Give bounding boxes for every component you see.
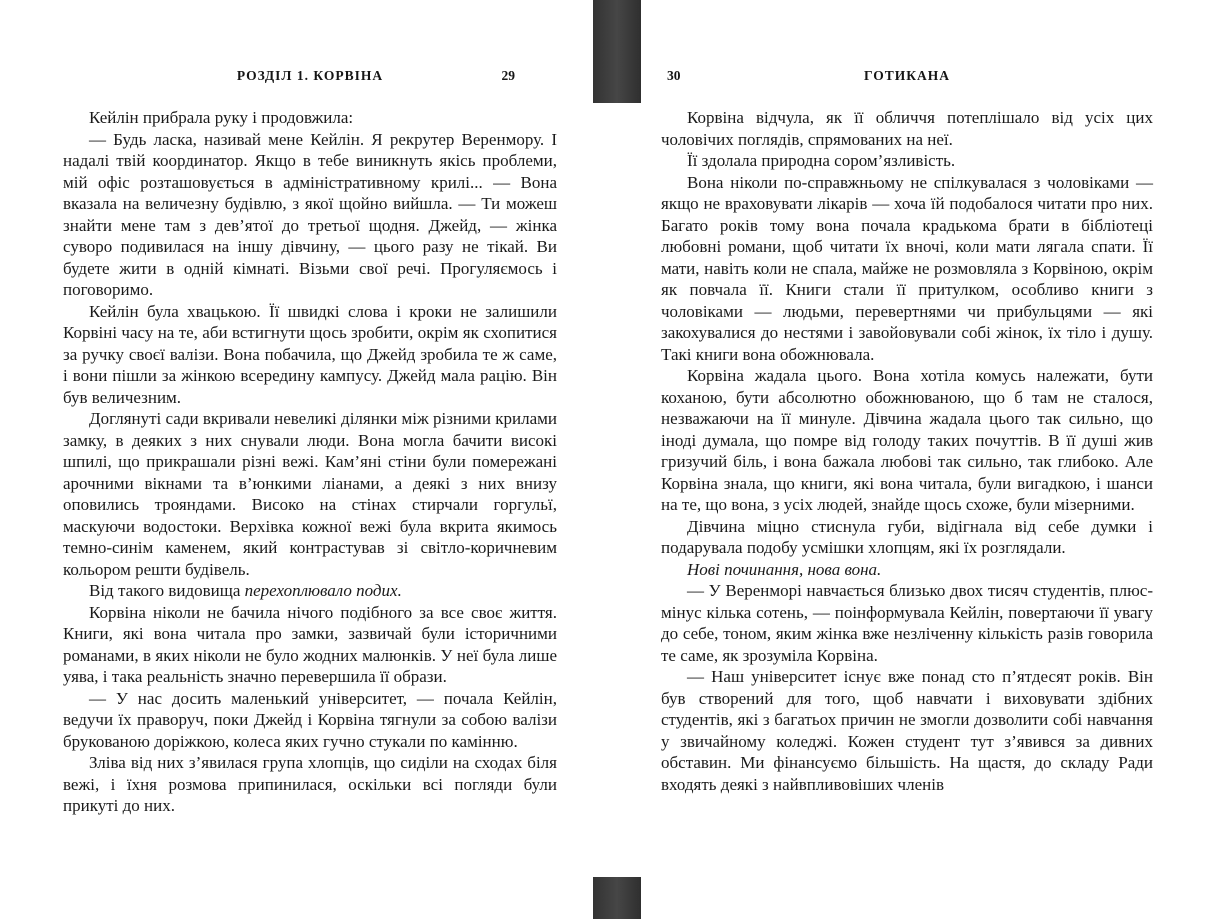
text-run: Від такого видовища <box>89 581 245 600</box>
paragraph: — У Веренморі навчається близько двох тисяч студентів, плюс-мінус кілька сотень, — поінформувала Кейлін, повертаючи її увагу до себе, тоном, яким жінка вже незліченну кількість разів говорила те саме, як зрозуміла Корвіна. <box>661 581 1153 665</box>
right-page-header <box>661 68 1153 88</box>
page-gutter-shadow-bottom <box>593 877 641 919</box>
left-page-header <box>63 68 557 88</box>
text-run-italic: Нові починання, нова вона. <box>687 559 882 579</box>
paragraph: — Будь ласка, називай мене Кейлін. Я рекрутер Веренмору. І надалі твій координатор. Якщо в тебе виникнуть якісь проблеми, мій офіс розташовується в адміністративному крилі... — Вона вказала на величезну будівлю, з якої щойно вийшла. — Ти можеш знайти мене там з дев’ятої до третьої щодня. Джейд, — жінка суворо подивилася на іншу дівчину, — цього разу не тікай. Ви будете жити в одній кімнаті. Візьми свої речі. Прогуляємось і поговоримо. <box>63 129 557 299</box>
right-page <box>661 0 1153 919</box>
paragraph: Кейлін була хвацькою. Її швидкі слова і кроки не залишили Корвіні часу на те, аби встигнути щось зробити, окрім як схопитися за ручку своєї валізи. Вона побачила, що Джейд зробила те ж саме, і вони пішли за жінкою всередину кампусу. Джейд мала рацію. Він був величезним. <box>63 301 557 407</box>
left-page-number: 29 <box>501 68 515 83</box>
right-page-body <box>661 107 1153 795</box>
paragraph: Її здолала природна сором’язливість. <box>687 151 956 170</box>
paragraph: Зліва від них з’явилася група хлопців, що сиділи на сходах біля вежі, і їхня розмова припинилася, оскільки всі погляди були прикуті до них. <box>63 753 557 815</box>
paragraph: Корвіна відчула, як її обличчя потеплішало від усіх цих чоловічих поглядів, спрямованих на неї. <box>661 108 1153 149</box>
page-gutter-shadow-top <box>593 0 641 103</box>
paragraph: Доглянуті сади вкривали невеликі ділянки між різними крилами замку, в деяких з них снували люди. Вона могла бачити високі шпилі, що прикрашали різні вежі. Кам’яні стіни були помережані арочними вікнами та в’юнкими ліанами, а деякі з них внизу оповились трояндами. Високо на стінах стирчали горгульї, маскуючи водостоки. Верхівка кожної вежі була вкрита якимось темно-синім каменем, який контрастував зі світло-коричневим кольором решти будівель. <box>63 409 557 579</box>
paragraph: Кейлін прибрала руку і продовжила: <box>89 108 354 127</box>
paragraph: Корвіна жадала цього. Вона хотіла комусь належати, бути коханою, бути абсолютно обожнюваною, що б там не сталося, незважаючи на її минуле. Дівчина жадала цього так сильно, що іноді думала, що помре від голоду таких почуттів. В її душі жив гризучий біль, і вона бажала любові так сильно, так глибоко. Але Корвіна знала, що книги, які вона читала, були вигадкою, і шанси на те, що вона, з усіх людей, знайде щось схоже, були мізерними. <box>661 366 1153 514</box>
chapter-running-title: РОЗДІЛ 1. КОРВІНА <box>236 68 384 83</box>
paragraph: — Наш університет існує вже понад сто п’ятдесят років. Він був створений для того, щоб навчати і виховувати здібних студентів, які з багатьох причин не змогли дозволити собі навчання у звичайному коледжі. Кожен студент тут з’явився за дивних обставин. Ми фінансуємо більшість. На щастя, до складу Ради входять деякі з найвпливовіших членів <box>661 667 1153 794</box>
text-run-italic: перехоплювало подих. <box>244 581 402 600</box>
paragraph: — У нас досить маленький університет, — почала Кейлін, ведучи їх праворуч, поки Джейд і Корвіна тягнули за собою валізи брукованою доріжкою, колеса яких гучно стукали по камінню. <box>63 688 557 751</box>
book-running-title: ГОТИКАНА <box>863 68 951 83</box>
left-page-body <box>63 107 557 817</box>
paragraph <box>661 559 1153 581</box>
paragraph <box>63 580 557 602</box>
paragraph: Вона ніколи по-справжньому не спілкувалася з чоловіками — якщо не враховувати лікарів — хоча їй подобалося читати про них. Багато років тому вона почала крадькома брати в бібліотеці любовні романи, щоб читати їх вночі, коли мати лягала спати. Її мати, навіть коли не спала, майже не розмовляла з Корвіною, окрім як повчала її. Книги стали її притулком, особливо книги з чоловіками — людьми, перевертнями чи прибульцями — які закохувалися до нестями і завойовували собі жінок, їх тіло і душу. Такі книги вона обожнювала. <box>661 172 1153 364</box>
left-page <box>63 0 557 919</box>
paragraph: Дівчина міцно стиснула губи, відігнала від себе думки і подарувала подобу усмішки хлопцям, які їх розглядали. <box>661 516 1153 557</box>
paragraph: Корвіна ніколи не бачила нічого подібного за все своє життя. Книги, які вона читала про замки, зазвичай були історичними романами, в яких ніколи не було жодних малюнків. У неї була лише уява, і така реальність значно перевершила її образи. <box>63 602 557 686</box>
right-page-number: 30 <box>667 68 681 83</box>
